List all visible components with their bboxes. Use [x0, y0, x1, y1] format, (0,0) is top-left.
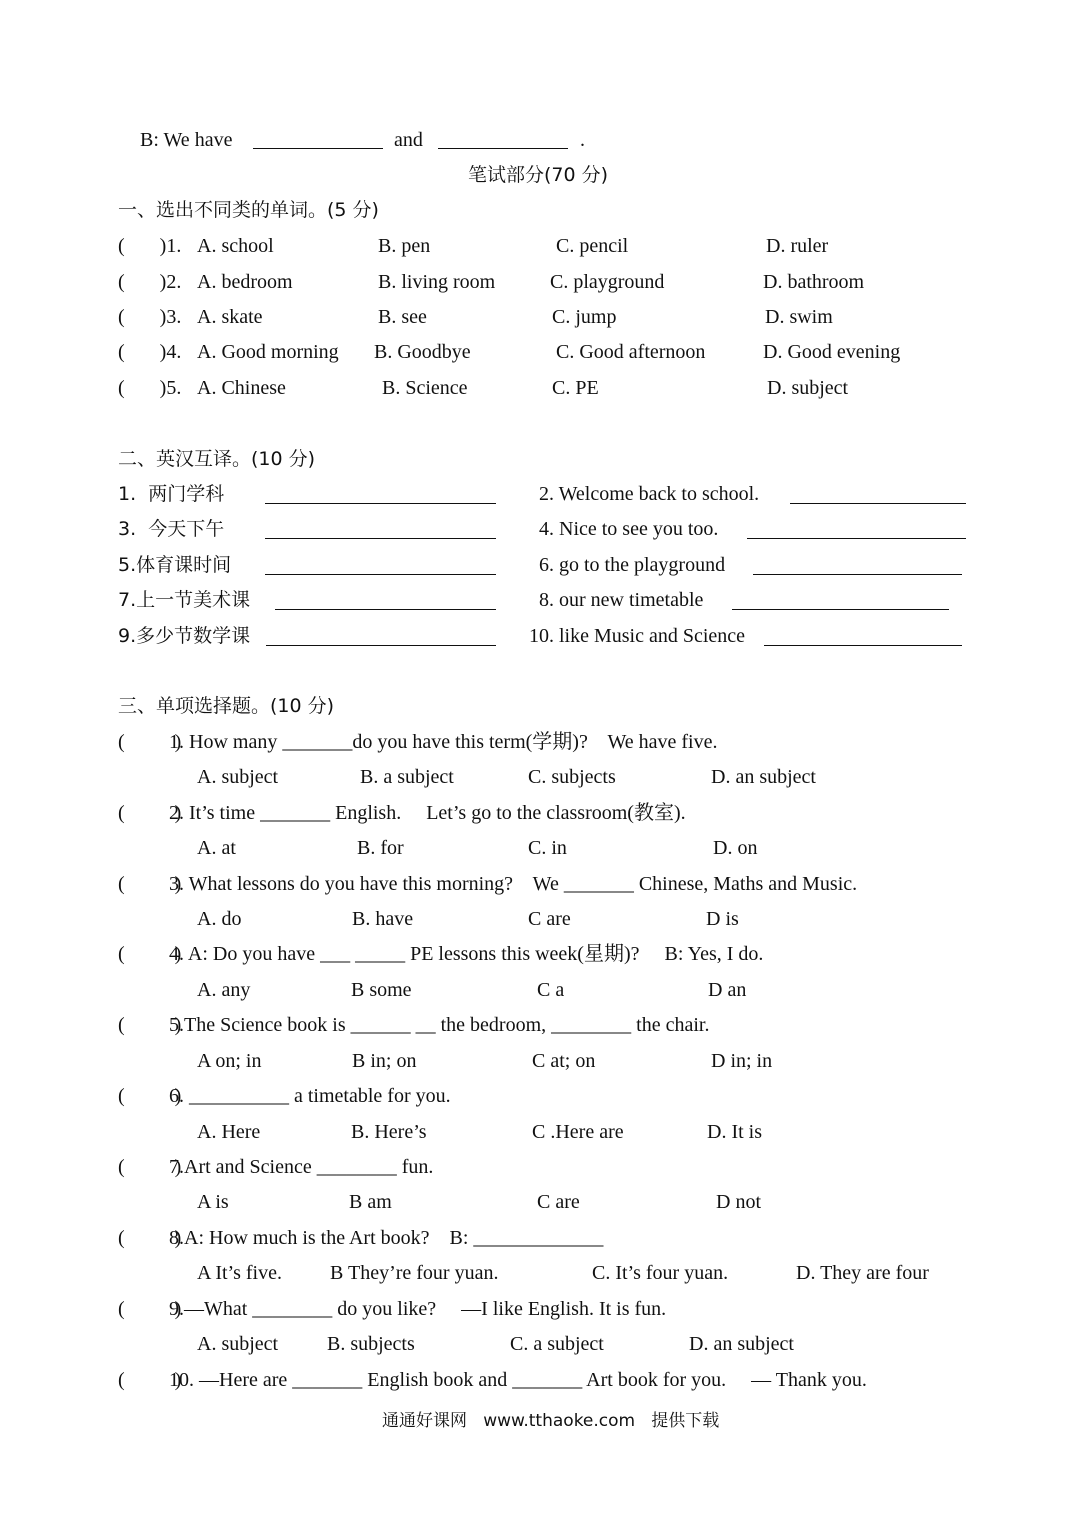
answer-paren[interactable]: ( ): [118, 943, 182, 965]
option-b: B some: [351, 979, 412, 1001]
translate-item-left: 7.上一节美术课: [118, 589, 251, 611]
answer-paren[interactable]: ( ): [118, 1227, 182, 1249]
answer-blank[interactable]: [764, 645, 962, 646]
translate-item-left: 1. 两门学科: [118, 483, 225, 505]
item-number: ( )2.: [118, 271, 182, 293]
option-b: B. pen: [378, 235, 431, 257]
option-a: A. any: [197, 979, 251, 1001]
answer-paren[interactable]: ( ): [118, 802, 182, 824]
answer-paren[interactable]: ( ): [118, 873, 182, 895]
answer-paren[interactable]: ( ): [118, 1369, 182, 1391]
answer-blank[interactable]: [265, 574, 496, 575]
question-text: 7.Art and Science ________ fun.: [169, 1156, 434, 1178]
answer-paren[interactable]: ( ): [118, 731, 182, 753]
translate-item-left: 9.多少节数学课: [118, 625, 251, 647]
option-c: C. pencil: [556, 235, 629, 257]
option-c: C a: [537, 979, 565, 1001]
footer-credit: 通通好课网 www.tthaoke.com 提供下载: [382, 1411, 720, 1431]
answer-blank[interactable]: [747, 538, 966, 539]
option-b: B. subjects: [327, 1333, 415, 1355]
answer-blank[interactable]: [790, 503, 966, 504]
option-b: B. for: [357, 837, 404, 859]
option-a: A. subject: [197, 1333, 279, 1355]
option-b: B in; on: [352, 1050, 417, 1072]
option-d: D in; in: [711, 1050, 773, 1072]
option-d: D. swim: [765, 306, 833, 328]
answer-blank[interactable]: [265, 503, 496, 504]
answer-paren[interactable]: ( ): [118, 1156, 182, 1178]
option-a: A It’s five.: [197, 1262, 282, 1284]
answer-blank[interactable]: [266, 645, 496, 646]
option-c: C. subjects: [528, 766, 616, 788]
option-b: B. living room: [378, 271, 496, 293]
option-d: D not: [716, 1191, 761, 1213]
question-text: 4. A: Do you have ___ _____ PE lessons this week(星期)? B: Yes, I do.: [169, 943, 764, 965]
top-line-prefix: B: We have: [140, 129, 233, 151]
option-a: A. Here: [197, 1121, 261, 1143]
option-c: C are: [537, 1191, 580, 1213]
option-b: B. Goodbye: [374, 341, 471, 363]
option-c: C. Good afternoon: [556, 341, 706, 363]
option-a: A. do: [197, 908, 242, 930]
answer-paren[interactable]: ( ): [118, 1298, 182, 1320]
option-a: A. Good morning: [197, 341, 339, 363]
answer-blank[interactable]: [265, 538, 496, 539]
section3-title: 三、单项选择题。(10 分): [118, 695, 335, 717]
option-c: C at; on: [532, 1050, 596, 1072]
option-a: A. bedroom: [197, 271, 293, 293]
question-text: 2. It’s time _______ English. Let’s go to the classroom(教室).: [169, 802, 686, 824]
option-b: B They’re four yuan.: [330, 1262, 499, 1284]
section2-title: 二、英汉互译。(10 分): [118, 448, 316, 470]
option-c: C .Here are: [532, 1121, 624, 1143]
option-b: B. a subject: [360, 766, 454, 788]
option-a: A. school: [197, 235, 274, 257]
option-a: A on; in: [197, 1050, 262, 1072]
option-d: D. Good evening: [763, 341, 901, 363]
translate-item-right: 2. Welcome back to school.: [539, 483, 760, 505]
question-text: 9.—What ________ do you like? —I like English. It is fun.: [169, 1298, 667, 1320]
option-d: D. ruler: [766, 235, 829, 257]
option-d: D. subject: [767, 377, 849, 399]
answer-blank[interactable]: [253, 148, 383, 149]
option-d: D. It is: [707, 1121, 762, 1143]
option-d: D. bathroom: [763, 271, 865, 293]
option-a: A. subject: [197, 766, 279, 788]
option-b: B. have: [352, 908, 414, 930]
answer-blank[interactable]: [438, 148, 568, 149]
question-text: 3. What lessons do you have this morning? We _______ Chinese, Maths and Music.: [169, 873, 858, 895]
option-a: A. Chinese: [197, 377, 286, 399]
question-text: 1. How many _______do you have this term(学期)? We have five.: [169, 731, 718, 753]
top-line-and: and: [394, 129, 423, 151]
answer-blank[interactable]: [275, 609, 496, 610]
option-c: C. PE: [552, 377, 599, 399]
option-c: C. a subject: [510, 1333, 604, 1355]
section1-title: 一、选出不同类的单词。(5 分): [118, 199, 379, 221]
option-d: D. on: [713, 837, 758, 859]
written-part-title: 笔试部分(70 分): [468, 164, 609, 186]
item-number: ( )5.: [118, 377, 182, 399]
translate-item-left: 5.体育课时间: [118, 554, 232, 576]
option-d: D. They are four: [796, 1262, 929, 1284]
option-a: A is: [197, 1191, 229, 1213]
item-number: ( )4.: [118, 341, 182, 363]
option-b: B. Science: [382, 377, 468, 399]
translate-item-left: 3. 今天下午: [118, 518, 225, 540]
translate-item-right: 6. go to the playground: [539, 554, 726, 576]
question-text: 8.A: How much is the Art book? B: _____________: [169, 1227, 604, 1249]
item-number: ( )3.: [118, 306, 182, 328]
option-d: D. an subject: [711, 766, 816, 788]
option-c: C. It’s four yuan.: [592, 1262, 729, 1284]
option-a: A. skate: [197, 306, 263, 328]
answer-paren[interactable]: ( ): [118, 1085, 182, 1107]
question-text: 6. __________ a timetable for you.: [169, 1085, 451, 1107]
option-b: B. Here’s: [351, 1121, 427, 1143]
option-c: C are: [528, 908, 571, 930]
translate-item-right: 10. like Music and Science: [529, 625, 746, 647]
translate-item-right: 4. Nice to see you too.: [539, 518, 719, 540]
question-text: 10. —Here are _______ English book and _______ Art book for you. — Thank you.: [169, 1369, 867, 1391]
question-text: 5.The Science book is ______ __ the bedroom, ________ the chair.: [169, 1014, 710, 1036]
answer-blank[interactable]: [732, 609, 949, 610]
answer-blank[interactable]: [753, 574, 962, 575]
translate-item-right: 8. our new timetable: [539, 589, 704, 611]
option-d: D an: [708, 979, 747, 1001]
answer-paren[interactable]: ( ): [118, 1014, 182, 1036]
option-d: D is: [706, 908, 739, 930]
option-b: B am: [349, 1191, 392, 1213]
option-c: C. playground: [550, 271, 665, 293]
item-number: ( )1.: [118, 235, 182, 257]
option-b: B. see: [378, 306, 427, 328]
option-d: D. an subject: [689, 1333, 794, 1355]
top-line-end: .: [580, 129, 585, 151]
option-c: C. in: [528, 837, 567, 859]
option-a: A. at: [197, 837, 236, 859]
option-c: C. jump: [552, 306, 617, 328]
